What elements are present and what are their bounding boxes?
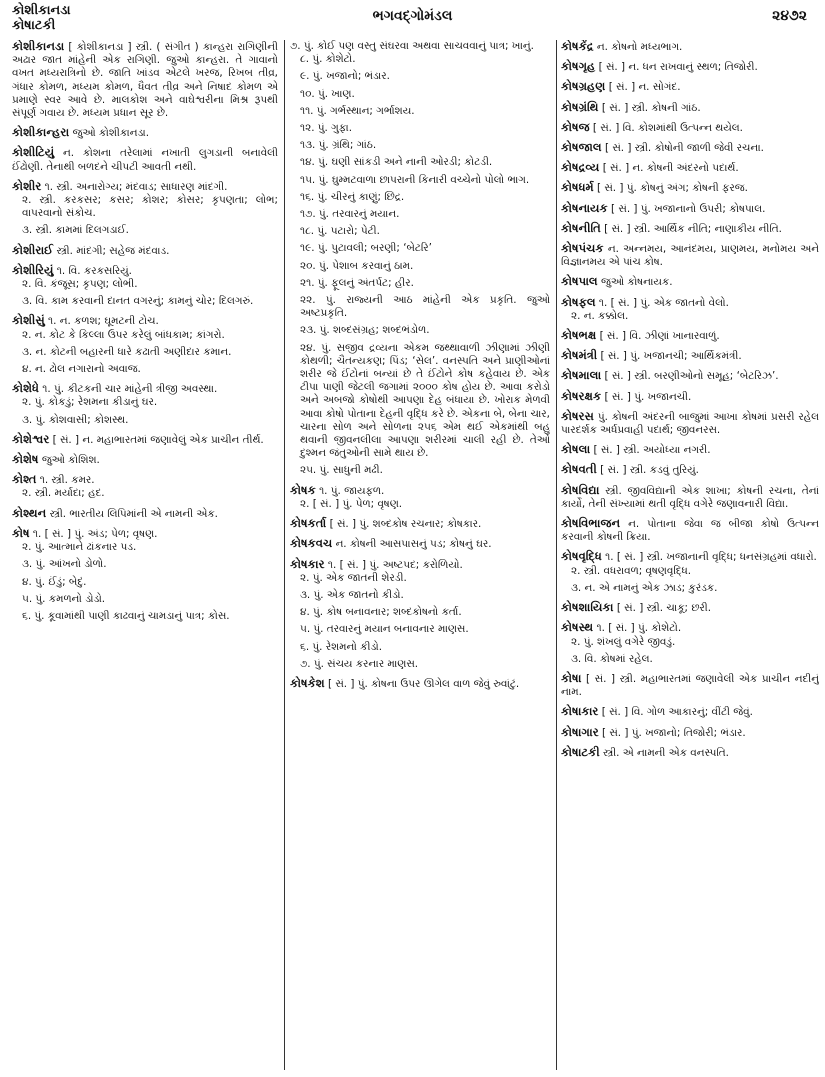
entry-sense: ૨૨. પું. રાજ્યની આઠ માંહેની એક પ્રકૃતિ. જુઓ અષ્ટપ્રકૃતિ. <box>300 294 550 320</box>
entry-headword: કોષકાર <box>290 556 325 571</box>
entry-headword: કોષધર્મ <box>561 180 594 195</box>
dictionary-entry <box>290 40 550 478</box>
entry-headword: કોષાટકી <box>561 744 600 759</box>
dictionary-entry <box>12 146 278 173</box>
entry-headword: કોષવિદ્યા <box>561 482 600 497</box>
entry-sense: ૨૦. પું. પેશાબ કરવાનું ઠામ. <box>300 259 414 272</box>
entry-headword: કોષકેશ <box>290 675 325 690</box>
entry-sense: ૭. પું. સંચય કરનાર માણસ. <box>300 657 419 670</box>
entry-definition: જુઓ કોષનાયક. <box>601 276 673 289</box>
entry-sense: ૨. ન. કક્કોલ. <box>571 309 629 322</box>
entry-headword: કોષવતી <box>561 462 597 477</box>
dictionary-entry <box>561 369 819 383</box>
entry-headword: કોષક <box>290 482 316 497</box>
entry-headword: કોશીરાઈ <box>12 242 54 257</box>
entry-sense: ૨૧. પું. ફૂલનું અંતર્પટ; હીર. <box>300 276 414 289</box>
entry-headword: કોશેષ <box>12 452 39 467</box>
dictionary-entry <box>561 390 819 404</box>
dictionary-entry <box>12 473 278 500</box>
dictionary-entry <box>12 264 278 309</box>
dictionary-entry <box>561 726 819 740</box>
dictionary-entry <box>561 222 819 236</box>
entry-sense: ૫. પું. કમળનો ડોડો. <box>22 592 106 605</box>
entry-headword: કોષરક્ષક <box>561 388 602 403</box>
dictionary-entry <box>561 161 819 175</box>
entry-definition: [ સં. ] ન. કોષની અંદરનો પદાર્થ. <box>602 162 739 175</box>
entry-sense: ૧૧. પું. ગર્ભસ્થાન; ગર્ભાશય. <box>300 104 415 117</box>
entry-headword: કોષજ <box>561 119 590 134</box>
dictionary-entry <box>290 517 550 531</box>
dictionary-entry <box>561 141 819 155</box>
entry-sense: ૧૯. પું. પુટાવલી; બરણી; ‘બેટરિ’ <box>300 242 432 255</box>
dictionary-entry <box>561 463 819 477</box>
dictionary-entry <box>561 242 819 269</box>
entry-sense: ૧૭. પું. તરવારનું મયાન. <box>300 208 400 221</box>
dictionary-entry <box>12 126 278 140</box>
entry-definition: સ્ત્રી. એ નામની એક વનસ્પતિ. <box>602 746 729 759</box>
entry-headword: કોશ્થન <box>12 505 47 520</box>
entry-sense: ૧૩. પું. ગ્રંથિ; ગાંઠ. <box>300 139 377 152</box>
entry-headword: કોષસ્થ <box>561 620 594 635</box>
entry-headword: કોશેશ્વર <box>12 431 50 446</box>
entry-headword: કોષકર્તા <box>290 516 327 531</box>
entry-headword: કોષકવચ <box>290 536 333 551</box>
dictionary-entry <box>561 746 819 760</box>
entry-headword: કોશીટિયું <box>12 145 55 160</box>
dictionary-entry <box>12 40 278 120</box>
entry-headword: કોષભક્ષ <box>561 328 597 343</box>
entry-definition: જુઓ કોશિશ. <box>41 454 100 467</box>
entry-definition: ન. કોષનો મધ્યભાગ. <box>596 41 683 53</box>
entry-definition: [ સં. ] પું. કોષના ઉપર ઊગેલ વાળ જેવું રુવાંટું. <box>328 677 520 690</box>
entry-definition: ૭. પું. કોઈ પણ વસ્તુ સંઘરવા અથવા સાચવવાનું પાત્ર; ખાનું. <box>290 40 534 52</box>
entry-headword: કોષાકાર <box>561 704 599 719</box>
dictionary-column-3 <box>561 40 819 1070</box>
entry-definition: [ સં. ] પું. ખજાનો; તિજોરી; ભંડાર. <box>602 726 746 739</box>
entry-definition: ૧. સ્ત્રી. કમર. <box>39 474 95 487</box>
entry-headword: કોશીકાનડા <box>12 40 65 53</box>
entry-definition: [ સં. ] સ્ત્રી. અયોધ્યા નગરી. <box>593 444 711 457</box>
entry-sense: ૨૩. પું. શબ્દસંગ્રહ; શબ્દભંડોળ. <box>300 324 430 337</box>
entry-definition: [ સં. ] ન. મહાભારતમાં જણાવેલું એક પ્રાચીન તીર્થ. <box>52 433 264 446</box>
entry-definition: ૧. પું. જાયફળ. <box>319 484 385 497</box>
entry-definition: [ સં. ] વિ. ગોળ આકારનું; વીંટી જેવું. <box>601 706 753 719</box>
entry-definition: ૧. [ સં. ] પું. કોશેટો. <box>596 622 682 635</box>
entry-headword: કોષગૃહ <box>561 59 596 74</box>
entry-sense: ૪. પું. ઈંડું; બેદું. <box>22 575 87 588</box>
entry-sense: ૩. વિ. કોષમાં રહેલ. <box>571 652 653 665</box>
entry-sense: ૮. પું. કોશેટો. <box>300 53 356 66</box>
dictionary-entry <box>561 410 819 437</box>
dictionary-entry <box>561 349 819 363</box>
entry-definition: [ સં. ] સ્ત્રી. મહાભારતમાં જણાવેલી એક પ્રાચીન નદીનું નામ. <box>561 672 819 699</box>
entry-definition: [ સં. ] ન. ધન રાખવાનું સ્થળ; તિજોરી. <box>598 61 758 74</box>
entry-sense: ૩. પું. એક જાતનો કીડો. <box>300 588 404 601</box>
dictionary-entry <box>561 705 819 719</box>
entry-sense: ૧૬. પું. ચીરનું કાણું; છિદ્ર. <box>300 190 405 203</box>
dictionary-entry <box>561 60 819 74</box>
dictionary-entry <box>561 517 819 544</box>
entry-sense: ૪. ન. ઢોલ નગારાનો અવાજ. <box>22 363 141 376</box>
dictionary-entry <box>12 507 278 521</box>
dictionary-entry <box>290 677 550 691</box>
dictionary-entry <box>561 121 819 135</box>
entry-sense: ૨. સ્ત્રી. કરકસર; કસર; કોશર; કોસર; કૃપણતા; લોભ; વાપરવાનો સંકોચ. <box>22 194 278 220</box>
entry-sense: ૨. સ્ત્રી. વધરાવળ; વૃષણવૃદ્ધિ. <box>571 564 692 577</box>
entry-headword: કોષદ્રવ્ય <box>561 160 600 175</box>
entry-sense: ૧૦. પું. ખાણ. <box>300 87 355 100</box>
entry-definition: સ્ત્રી. ભારતીય લિપિમાંની એ નામની એક. <box>49 507 218 520</box>
entry-sense: ૨. વિ. કંજૂસ; કૃપણ; લોભી. <box>22 278 138 291</box>
entry-sense: ૨૫. પું. સાધુની મઢી. <box>300 464 383 477</box>
dictionary-entry <box>290 558 550 671</box>
entry-definition: સ્ત્રી. જીવવિદ્યાની એક શાખા; કોષની રચના, તેનાં કાર્યો, તેની સંખ્યામાં થતી વૃદ્ધિ વગેરે જણાવનારી વિદ્યા. <box>561 484 819 510</box>
entry-definition: ૧. [ સં. ] પું. અંડ; પેળ; વૃષણ. <box>32 527 158 540</box>
entry-sense: ૬. પું. રેશમનો કીડો. <box>300 640 383 653</box>
entry-definition: ૧. વિ. કરકસરિયું. <box>56 264 132 277</box>
entry-definition: ૧. ન. કળશ; ઘૂમટની ટોચ. <box>48 315 159 328</box>
entry-sense: ૨. [ સં. ] પું. પેળ; વૃષણ. <box>300 497 403 510</box>
entry-headword: કોષરસ <box>561 408 594 423</box>
entry-definition: [ સં. ] ન. સોગંદ. <box>608 81 681 94</box>
entry-definition: ન. પોતાના જેવા જ બીજા કોષો ઉત્પન્ન કરવાની કોષની ક્રિયા. <box>561 518 819 544</box>
dictionary-entry <box>561 275 819 289</box>
entry-definition: [ સં. ] સ્ત્રી. આર્થિક નીતિ; નાણાકીય નીતિ. <box>604 222 782 235</box>
guide-word-last: કોષાટકી <box>12 18 56 33</box>
entry-headword: કોષજાલ <box>561 140 602 155</box>
entry-definition: [ સં. ] સ્ત્રી. કડવું તુરિયું. <box>600 464 699 477</box>
entry-sense: ૧૨. પું. ગુફા. <box>300 122 352 135</box>
entry-sense: ૩. ન. એ નામનું એક ઝાડ; કુરંડક. <box>571 581 718 594</box>
entry-sense: ૨. પું. એક જાતની શેરડી. <box>300 571 407 584</box>
entry-headword: કોષવૃદ્ધિ <box>561 549 602 564</box>
entry-sense: ૪. પું. કોષ બનાવનાર; શબ્દકોષનો કર્તા. <box>300 606 462 619</box>
entry-headword: કોષકેંદ્ર <box>561 40 594 53</box>
entry-headword: કોષમંત્રી <box>561 348 598 363</box>
entry-sense: ૨. સ્ત્રી. મર્યાદા; હદ. <box>22 487 105 500</box>
dictionary-entry <box>561 484 819 511</box>
entry-sense: ૧૮. પું. પટારો; પેટી. <box>300 225 380 238</box>
dictionary-entry <box>561 181 819 195</box>
dictionary-entry <box>12 244 278 258</box>
dictionary-entry <box>561 40 819 54</box>
entry-definition: [ સં. ] પું. ખજાનચી; આર્થિકમંત્રી. <box>600 350 742 363</box>
entry-definition: [ સં. ] સ્ત્રી. બરણીઓનો સમૂહ; ‘બેટરિઝ’. <box>604 370 779 383</box>
dictionary-entry <box>561 329 819 343</box>
entry-headword: કોશીરિયું <box>12 262 54 277</box>
dictionary-column-1 <box>12 40 278 1070</box>
entry-sense: ૯. પું. ખજાનો; ભંડાર. <box>300 70 390 83</box>
entry-definition: પું. કોષની અંદરની બાજુમાં આખા કોષમાં પ્રસરી રહેલ પારદર્શક અર્ધપ્રવાહી પદાર્થ; જીવનરસ. <box>561 410 819 437</box>
entry-headword: કોષગ્રહણ <box>561 79 606 94</box>
entry-headword: કોષ <box>12 525 30 540</box>
entry-sense: ૩. પું. આંખનો ડોળો. <box>22 558 107 571</box>
entry-definition: [ સં. ] પું. ખજાનાનો ઉપરી; કોષપાલ. <box>611 202 766 215</box>
entry-headword: કોષશાયિકા <box>561 600 614 615</box>
entry-headword: કોષલા <box>561 442 591 457</box>
entry-sense: ૨૪. પું. સજીવ દ્રવ્યના એકમ જથ્થાવાળી ઝીણામાં ઝીણી કોથળી; ચૈતન્યકણ; પિંડ; ‘સેલ’. વનસ્પતિ અને પ્રાણીઓનાં શરીર જે ઈંટોનાં બન્યાં છે તે ઈંટોને કોષ કહેવાય છે. એક ટીપા પાણી જેટલી જગામાં ૨૦૦૦ કોષ હોય છે. આવા કરોડો અને અબજો કોષોથી આપણા દેહ બંધાયા છે. ખોરાક મેળવી આવા કોષો પોતાના દેહની વૃદ્ધિ કરે છે. એકના બે, બેના ચાર, ચારના સોળ અને સોળના ૨૫૬ એમ થઈ એકમાંથી બહુ થવાની જીવનલીલા આપણા શરીરમાં ચાલી રહી છે. તેઓ દુશ્મન જંતુઓની સામે થાય છે. <box>300 341 550 460</box>
guide-word-first: કોશીકાનડા <box>12 3 71 18</box>
dictionary-entry <box>561 80 819 94</box>
page-number: ૨૪૭૨ <box>772 8 807 24</box>
entry-headword: કોષનીતિ <box>561 220 601 235</box>
entry-definition: ૧. [ સં. ] પું. અષ્ટપદ; કરોળિયો. <box>327 558 463 571</box>
column-divider <box>556 40 557 1070</box>
entry-sense: ૫. પું. તરવારનું મયાન બનાવનાર માણસ. <box>300 623 469 636</box>
entry-definition: [ સં. ] સ્ત્રી. કોષની ગાંઠ. <box>601 101 701 114</box>
dictionary-entry <box>561 202 819 216</box>
entry-headword: કોષપાલ <box>561 274 598 289</box>
entry-headword: કોશીકાન્હરા <box>12 125 70 140</box>
entry-definition: [ સં. ] વિ. કોશમાંથી ઉત્પન્ન થયેલ. <box>592 121 743 134</box>
entry-headword: કોષવિભાજન <box>561 516 621 531</box>
entry-sense: ૩. વિ. કામ કરવાની દાનત વગરનું; કામનું ચોર; દિલગરું. <box>22 295 254 308</box>
entry-sense: ૩. પું. કોશવાસી; કોશસ્થ. <box>22 413 129 426</box>
entry-definition: [ કોશીકાનડા ] સ્ત્રી. ( સંગીત ) કાન્હરા રાગિણીની અઢાર જાત માંહેની એક રાગિણી. જુઓ કાન્હરા. તે ગાવાનો વખત મધ્યરાત્રિનો છે. જાતિ ખાંડવ એટલે ખરજ, રિખબ તીવ્ર, ગંધાર કોમળ, મધ્યમ કોમળ, ધૈવત તીવ્ર અને નિષાદ કોમળ એ પ્રમાણે સ્વર આવે છે. માલકોશ અને વાઘેશ્વરીના મિશ્ર રૂપથી સંપૂર્ણ ગવાય છે. મધ્યમ પ્રધાન સૂર છે. <box>12 41 278 120</box>
dictionary-entry <box>561 621 819 666</box>
entry-sense: ૧૪. પું. ઘણી સાંકડી અને નાની ઓરડી; કોટડી. <box>300 156 493 169</box>
entry-headword: કોષા <box>561 670 582 685</box>
entry-definition: [ સં. ] સ્ત્રી. ચાકૂ; છરી. <box>616 602 712 615</box>
entry-definition: ન. કોશના તરેલામાં નખાતી લુગડાની બનાવેલી ઈંઢોણી. તેનાથી બળદને ચીપટી આવતી નથી. <box>12 147 278 173</box>
entry-definition: ન. અન્નમય, આનંદમય, પ્રાણમય, મનોમય અને વિજ્ઞાનમય એ પાંચ કોષ. <box>561 243 819 269</box>
entry-sense: ૨. પું. કોકડું; રેશમના કીડાનું ઘર. <box>22 396 158 409</box>
page-header <box>0 0 825 34</box>
column-divider <box>284 40 285 1070</box>
entry-sense: ૩. સ્ત્રી. કામમાં દિલગડાઈ. <box>22 224 129 237</box>
entry-sense: ૧૫. પું. ઘુમ્મટવાળા છાપરાની કિનારી વચ્ચેનો પોલો ભાગ. <box>300 173 530 186</box>
entry-sense: ૬. પું. કૂવામાંથી પાણી કાઢવાનું ચામડાનું પાત્ર; કોસ. <box>22 609 230 622</box>
dictionary-entry <box>12 314 278 376</box>
dictionary-entry <box>561 296 819 323</box>
entry-headword: કોષમાલા <box>561 368 602 383</box>
dictionary-entry <box>290 537 550 551</box>
entry-definition: [ સં. ] વિ. ઝીણાં ખાનારવાળું. <box>599 330 720 343</box>
entry-sense: ૨. પું. શંખલું વગેરે જીવડું. <box>571 635 676 648</box>
entry-definition: ૧. [ સં. ] સ્ત્રી. ખજાનાની વૃદ્ધિ; ધનસંગ્રહમાં વધારો. <box>605 551 817 564</box>
entry-sense: ૩. ન. કોટની બહારની ધારે કઢાતી અણીદાર કમાન. <box>22 345 232 358</box>
entry-definition: [ સં. ] પું. શબ્દકોષ રચનાર; કોષકાર. <box>329 518 482 531</box>
entry-definition: જુઓ કોશીકાનડા. <box>72 127 150 140</box>
entry-headword: કોશેધે <box>12 381 39 396</box>
dictionary-entry <box>561 443 819 457</box>
dictionary-entry <box>12 453 278 467</box>
entry-headword: કોશીસું <box>12 313 45 328</box>
entry-headword: કોષનાયક <box>561 200 608 215</box>
dictionary-entry <box>290 484 550 511</box>
entry-definition: [ સં. ] પું. ખજાનચી. <box>604 390 692 403</box>
entry-definition: ન. કોષની આસપાસનું પડ; કોષનું ઘર. <box>335 538 492 551</box>
entry-headword: કોષગ્રંથિ <box>561 99 599 114</box>
entry-headword: કોષપંચક <box>561 241 604 256</box>
dictionary-entry <box>12 382 278 427</box>
entry-headword: કોષફલ <box>561 294 596 309</box>
dictionary-entry <box>561 672 819 699</box>
entry-definition: સ્ત્રી. માંદગી; સહેજ મંદવાડ. <box>56 244 170 257</box>
dictionary-entry <box>561 601 819 615</box>
dictionary-entry <box>561 550 819 595</box>
dictionary-entry <box>12 527 278 623</box>
entry-headword: કોશ્ત <box>12 472 37 487</box>
entry-sense: ૨. પું. આત્માને ઢાંકનાર પડ. <box>22 541 137 554</box>
entry-headword: કોષાગાર <box>561 724 599 739</box>
dictionary-entry <box>561 101 819 115</box>
dictionary-entry <box>12 433 278 447</box>
entry-definition: ૧. [ સં. ] પું. એક જાતનો વેલો. <box>598 296 729 309</box>
entry-sense: ૨. ન. કોટ કે કિલ્લા ઉપર કરેલું બાંધકામ; કાંગરો. <box>22 328 225 341</box>
dictionary-entry <box>12 180 278 238</box>
entry-definition: ૧. પું. કીટકની ચાર માંહેની ત્રીજી અવસ્થા. <box>42 383 218 396</box>
entry-definition: ૧. સ્ત્રી. અનારોગ્ય; મંદવાડ; સાધારણ માંદગી. <box>44 180 228 193</box>
dictionary-column-2 <box>290 40 550 1070</box>
entry-headword: કોશીર <box>12 178 42 193</box>
book-title: ભગવદ્ગોમંડલ <box>372 8 453 24</box>
entry-definition: [ સં. ] પું. કોષનું અંગ; કોષની ફરજ. <box>597 182 748 195</box>
entry-definition: [ સં. ] સ્ત્રી. કોષોની જાળી જેવી રચના. <box>604 142 764 155</box>
